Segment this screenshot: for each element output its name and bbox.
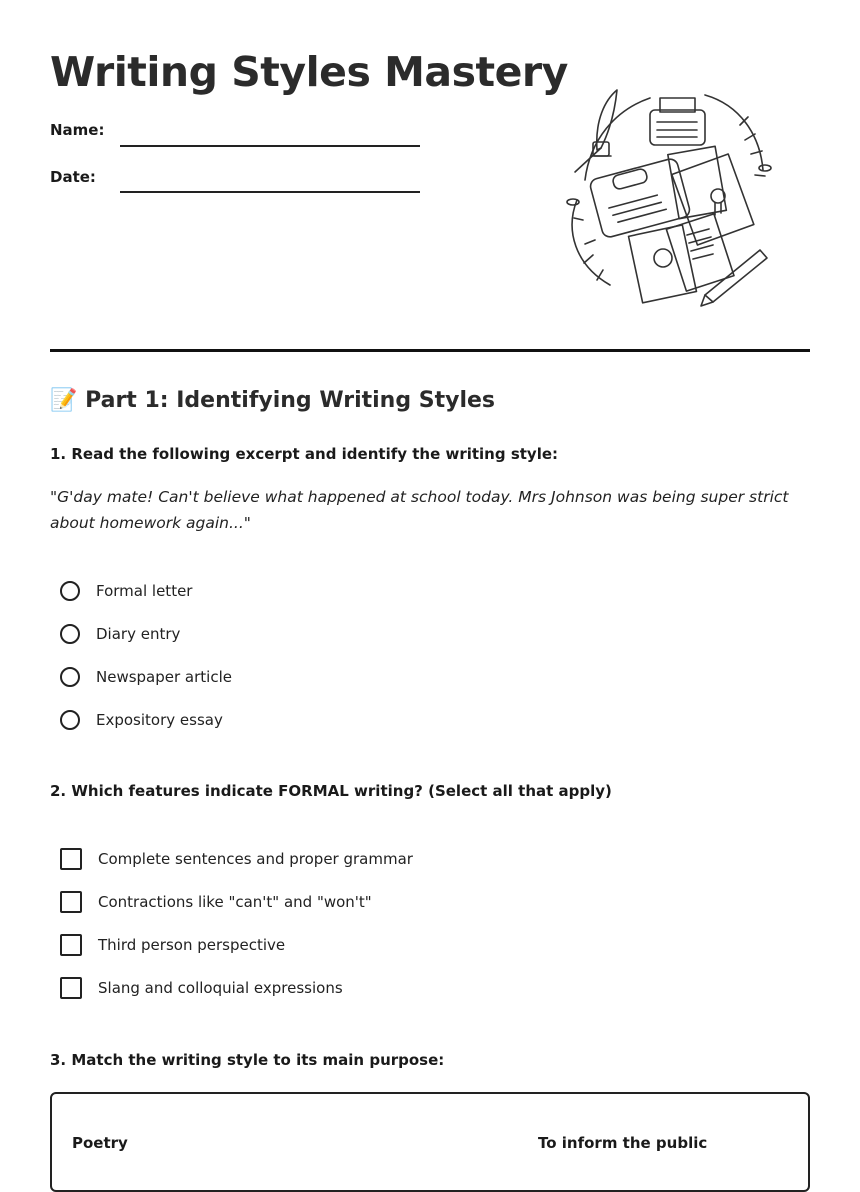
memo-icon: 📝 bbox=[50, 388, 78, 413]
name-field[interactable] bbox=[120, 143, 420, 147]
option-label: Newspaper article bbox=[96, 668, 232, 686]
match-item-right[interactable]: To inform the public bbox=[538, 1134, 708, 1152]
option-label: Slang and colloquial expressions bbox=[98, 979, 343, 997]
option-label: Diary entry bbox=[96, 625, 181, 643]
option-label: Complete sentences and proper grammar bbox=[98, 850, 413, 868]
q1-option-newspaper-article[interactable] bbox=[60, 665, 232, 689]
option-label: Third person perspective bbox=[98, 936, 286, 954]
q1-option-expository-essay[interactable] bbox=[60, 708, 223, 732]
q2-option-slang[interactable] bbox=[60, 976, 343, 1000]
q1-option-formal-letter[interactable] bbox=[60, 579, 192, 603]
question-1-prompt: 1. Read the following excerpt and identify the writing style: bbox=[50, 445, 559, 463]
option-label: Formal letter bbox=[96, 582, 193, 600]
name-label: Name: bbox=[50, 121, 105, 139]
worksheet-title: Writing Styles Mastery bbox=[50, 48, 568, 96]
checkbox[interactable] bbox=[60, 977, 82, 999]
option-label: Contractions like "can't" and "won't" bbox=[98, 893, 372, 911]
header-divider bbox=[50, 349, 810, 352]
date-field[interactable] bbox=[120, 189, 420, 193]
radio-button[interactable] bbox=[60, 581, 80, 601]
checkbox[interactable] bbox=[60, 934, 82, 956]
q1-option-diary-entry[interactable] bbox=[60, 622, 180, 646]
question-2-prompt: 2. Which features indicate FORMAL writing? (Select all that apply) bbox=[50, 782, 612, 800]
q2-option-complete-sentences[interactable] bbox=[60, 847, 413, 871]
part1-title: Part 1: Identifying Writing Styles bbox=[85, 388, 495, 413]
checkbox[interactable] bbox=[60, 891, 82, 913]
q2-option-contractions[interactable] bbox=[60, 890, 372, 914]
matching-box bbox=[50, 1092, 810, 1192]
date-label: Date: bbox=[50, 168, 96, 186]
writing-tools-illustration-icon bbox=[555, 80, 785, 310]
q2-option-third-person[interactable] bbox=[60, 933, 285, 957]
checkbox[interactable] bbox=[60, 848, 82, 870]
question-3-prompt: 3. Match the writing style to its main purpose: bbox=[50, 1051, 445, 1069]
option-label: Expository essay bbox=[96, 711, 223, 729]
radio-button[interactable] bbox=[60, 624, 80, 644]
radio-button[interactable] bbox=[60, 710, 80, 730]
question-1-excerpt: "G'day mate! Can't believe what happened at school today. Mrs Johnson was being super strict about homework again..." bbox=[50, 488, 789, 532]
part1-heading bbox=[50, 388, 495, 413]
match-item-left[interactable]: Poetry bbox=[72, 1134, 128, 1152]
radio-button[interactable] bbox=[60, 667, 80, 687]
